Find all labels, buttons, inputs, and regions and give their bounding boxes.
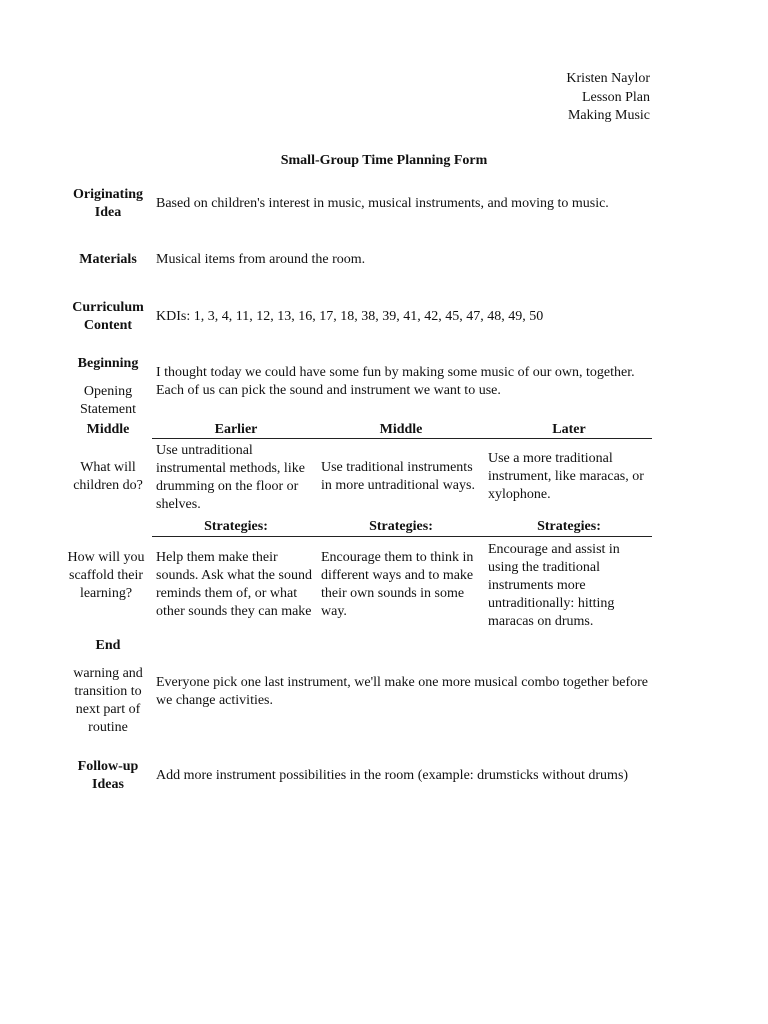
strategy-later-line: using the traditional xyxy=(488,560,600,575)
originating-idea-label-line1: Originating xyxy=(72,187,143,202)
activity-later xyxy=(488,450,650,504)
originating-idea-label-line2: Idea xyxy=(94,205,122,220)
strategies-header-rule xyxy=(152,536,652,537)
strategies-header-middle: Strategies: xyxy=(369,519,433,534)
end-text xyxy=(156,674,716,710)
strategy-later-line: instruments more xyxy=(488,578,586,593)
strategy-later-line: maracas on drums. xyxy=(488,614,594,629)
curriculum-text: KDIs: 1, 3, 4, 11, 12, 13, 16, 17, 18, 38, 39, 41, 42, 45, 47, 48, 49, 50 xyxy=(156,309,544,324)
strategies-header-earlier: Strategies: xyxy=(204,519,268,534)
column-header-rule xyxy=(152,438,652,439)
followup-label-line2: Ideas xyxy=(92,777,124,792)
what-will-line1: What will xyxy=(80,460,136,475)
end-text-line-b: we change activities. xyxy=(156,693,274,708)
activity-middle xyxy=(321,459,481,495)
activity-middle-line: Use traditional instruments xyxy=(321,460,473,475)
what-will-children-do-label xyxy=(62,459,154,495)
activity-earlier-line: shelves. xyxy=(156,497,201,512)
strategy-middle-line: way. xyxy=(321,604,347,619)
strategy-earlier-line: Help them make their xyxy=(156,550,278,565)
column-header-earlier: Earlier xyxy=(214,422,258,437)
strategies-header-later: Strategies: xyxy=(537,519,601,534)
strategy-later xyxy=(488,541,650,631)
scaffold-line3: learning? xyxy=(79,586,133,601)
strategy-earlier-line: sounds. Ask what the sound xyxy=(156,568,312,583)
activity-later-line: Use a more traditional xyxy=(488,451,613,466)
beginning-label: Beginning xyxy=(77,356,139,371)
form-title: Small-Group Time Planning Form xyxy=(280,153,488,168)
strategy-middle-line: Encourage them to think in xyxy=(321,550,474,565)
activity-later-line: xylophone. xyxy=(488,487,551,502)
end-sub-label xyxy=(62,665,154,737)
curriculum-label-line1: Curriculum xyxy=(72,300,144,315)
strategy-earlier-line: reminds them of, or what xyxy=(156,586,298,601)
followup-text: Add more instrument possibilities in the room (example: drumsticks without drums) xyxy=(156,768,629,783)
opening-statement-label xyxy=(62,383,154,419)
materials-label: Materials xyxy=(79,252,137,267)
strategy-later-line: Encourage and assist in xyxy=(488,542,620,557)
followup-label xyxy=(62,758,154,794)
activity-later-line: instrument, like maracas, or xyxy=(488,469,644,484)
materials-text: Musical items from around the room. xyxy=(156,252,366,267)
curriculum-label-line2: Content xyxy=(83,318,133,333)
end-sub-line4: routine xyxy=(88,720,128,735)
author-name: Kristen Naylor xyxy=(566,71,650,86)
scaffold-line2: scaffold their xyxy=(69,568,143,583)
end-sub-line2: transition to xyxy=(74,684,142,699)
opening-statement-line2: Statement xyxy=(80,402,136,417)
activity-middle-line: in more untraditional ways. xyxy=(321,478,475,493)
document-type: Lesson Plan xyxy=(581,89,650,105)
end-label: End xyxy=(95,638,121,653)
document-header xyxy=(350,70,650,126)
activity-earlier-line: Use untraditional xyxy=(156,443,253,458)
activity-earlier xyxy=(156,442,316,514)
activity-earlier-line: instrumental methods, like xyxy=(156,461,305,476)
end-sub-line1: warning and xyxy=(73,666,143,681)
strategy-earlier xyxy=(156,549,316,621)
middle-label: Middle xyxy=(86,422,130,437)
curriculum-label xyxy=(62,299,154,335)
opening-statement-text xyxy=(156,364,716,400)
scaffold-label xyxy=(58,549,154,603)
strategy-earlier-line: other sounds they can make xyxy=(156,604,312,619)
end-sub-line3: next part of xyxy=(75,702,141,717)
column-header-later: Later xyxy=(552,422,586,437)
scaffold-line1: How will you xyxy=(67,550,145,565)
activity-earlier-line: drumming on the floor or xyxy=(156,479,299,494)
followup-label-line1: Follow-up xyxy=(77,759,139,774)
originating-idea-text: Based on children's interest in music, musical instruments, and moving to music. xyxy=(156,196,609,211)
what-will-line2: children do? xyxy=(73,478,143,493)
strategy-middle-line: different ways and to make xyxy=(321,568,474,583)
strategy-middle-line: their own sounds in some xyxy=(321,586,465,601)
originating-idea-label xyxy=(62,186,154,222)
end-text-line-a: Everyone pick one last instrument, we'll make one more musical combo together before xyxy=(156,675,648,690)
opening-statement-line-a: I thought today we could have some fun by making some music of our own, together. xyxy=(156,365,635,380)
column-header-middle: Middle xyxy=(379,422,423,437)
opening-statement-line1: Opening xyxy=(83,384,133,399)
strategy-later-line: untraditionally: hitting xyxy=(488,596,615,611)
lesson-topic: Making Music xyxy=(567,108,650,123)
strategy-middle xyxy=(321,549,481,621)
opening-statement-line-b: Each of us can pick the sound and instrument we want to use. xyxy=(156,383,501,398)
